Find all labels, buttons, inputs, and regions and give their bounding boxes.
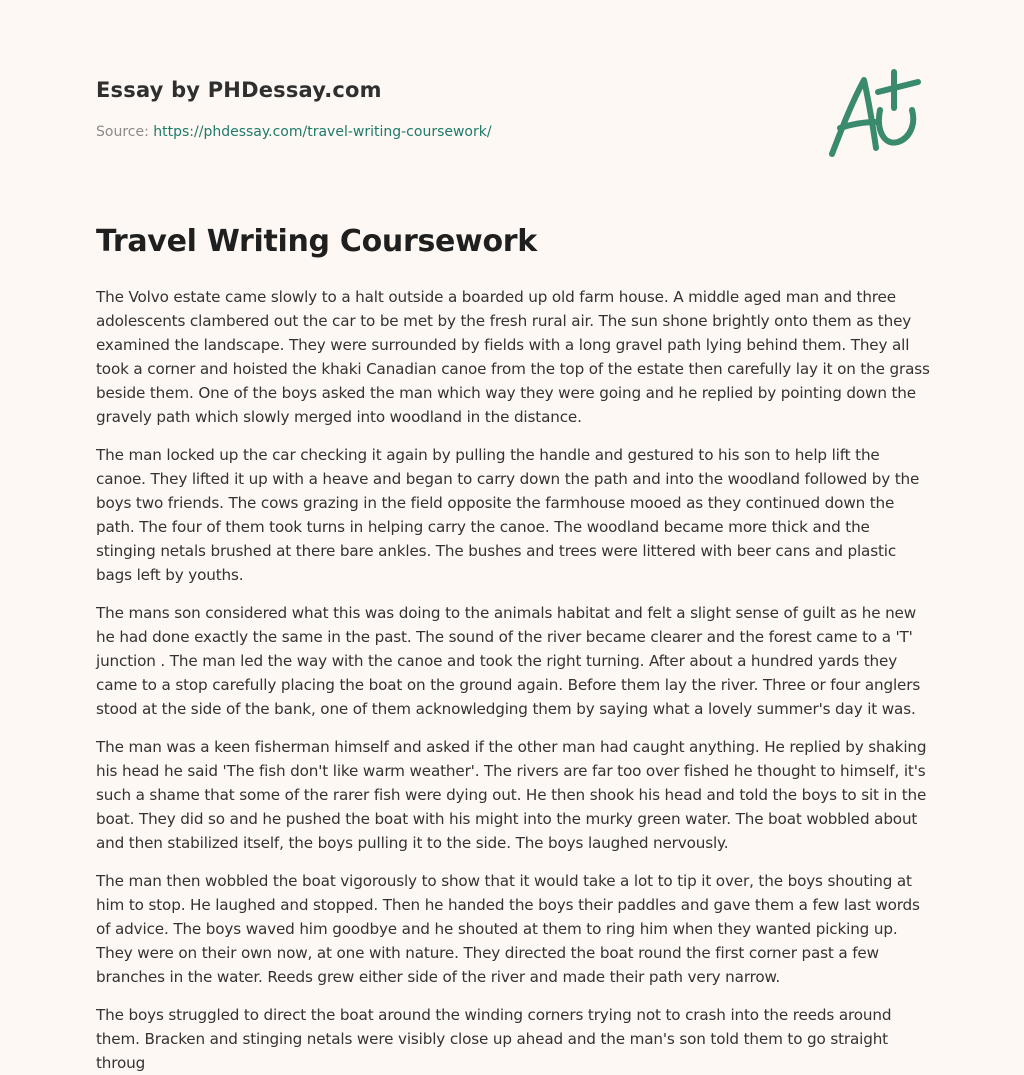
essay-title: Travel Writing Coursework [96,224,537,259]
essay-body [96,285,932,1072]
source-link[interactable]: https://phdessay.com/travel-writing-coursework/ [153,124,492,140]
essay-paragraph: The man locked up the car checking it again by pulling the handle and gestured to his son to help lift the canoe. They lifted it up with a heave and began to carry down the path and into the woodland followed by the boys two friends. The cows grazing in the field opposite the farmhouse mooed as they continued down the path. The four of them took turns in helping carry the canoe. The woodland became more thick and the stinging netals brushed at there bare ankles. The bushes and trees were littered with beer cans and plastic bags left by youths. [96,446,920,584]
source-label: Source: [96,124,149,140]
site-title: Essay by PHDessay.com [96,78,382,102]
essay-paragraph: The mans son considered what this was doing to the animals habitat and felt a slight sense of guilt as he new he had done exactly the same in the past. The sound of the river became clearer and the forest came to a 'T' junction . The man led the way with the canoe and took the right turning. After about a hundred yards they came to a stop carefully placing the boat on the ground again. Before them lay the river. Three or four anglers stood at the side of the bank, one of them acknowledging them by saying what a lovely summer's day it was. [96,604,921,718]
essay-paragraph: The man was a keen fisherman himself and asked if the other man had caught anything. He replied by shaking his head he said 'The fish don't like warm weather'. The rivers are far too over fished he thought to himself, it's such a shame that some of the rarer fish were dying out. He then shook his head and told the boys to sit in the boat. They did so and he pushed the boat with his might into the murky green water. The boat wobbled about and then stabilized itself, the boys pulling it to the side. The boys laughed nervously. [96,738,927,852]
source-line [96,124,492,140]
a-plus-logo [824,68,928,164]
essay-paragraph: The boys struggled to direct the boat around the winding corners trying not to crash into the reeds around them. Bracken and stinging netals were visibly close up ahead and the man's son told them to go straight throug [96,1006,892,1072]
essay-paragraph: The man then wobbled the boat vigorously to show that it would take a lot to tip it over, the boys shouting at him to stop. He laughed and stopped. Then he handed the boys their paddles and gave them a few last words of advice. The boys waved him goodbye and he shouted at them to ring him when they wanted picking up. They were on their own now, at one with nature. They directed the boat round the first corner past a few branches in the water. Reeds grew either side of the river and made their path very narrow. [96,872,920,986]
page-header [96,74,928,194]
essay-paragraph: The Volvo estate came slowly to a halt outside a boarded up old farm house. A middle aged man and three adolescents clambered out the car to be met by the fresh rural air. The sun shone brightly onto them as they examined the landscape. They were surrounded by fields with a long gravel path lying behind them. They all took a corner and hoisted the khaki Canadian canoe from the top of the estate then carefully lay it on the grass beside them. One of the boys asked the man which way they were going and he replied by pointing down the gravely path which slowly merged into woodland in the distance. [96,288,930,426]
a-plus-logo-graphic [824,68,928,164]
